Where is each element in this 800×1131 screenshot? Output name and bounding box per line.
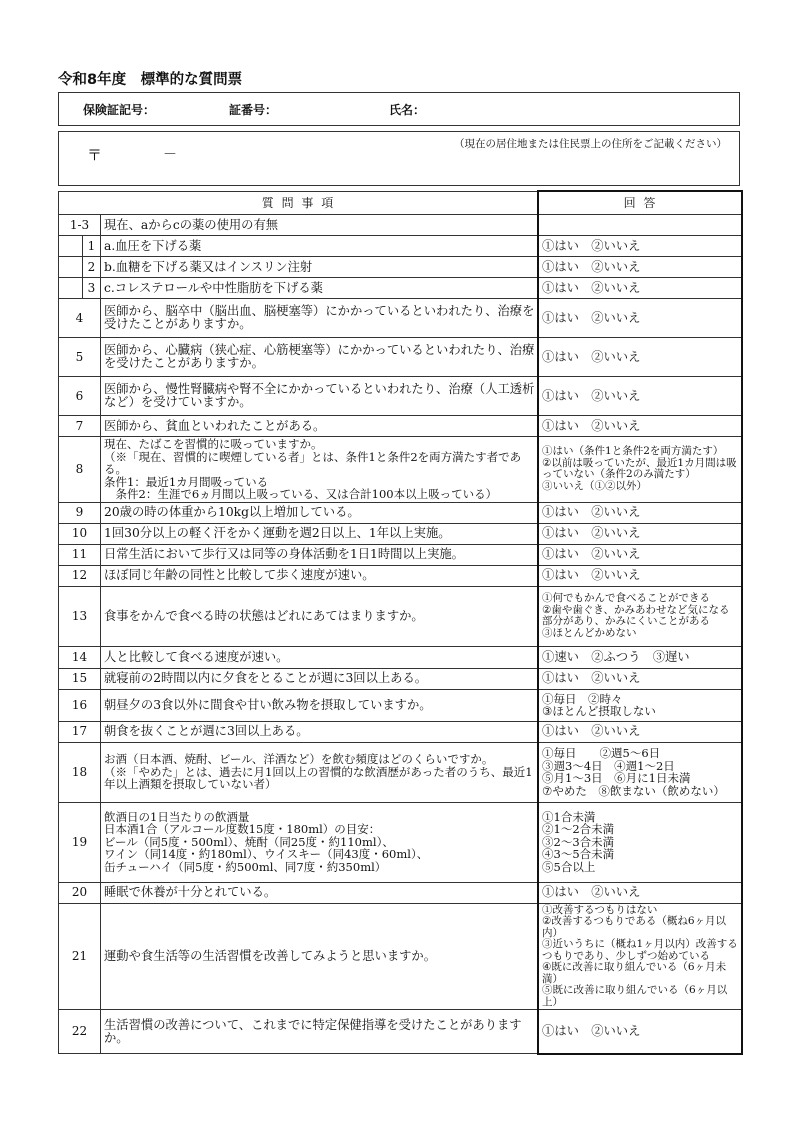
answer-options[interactable]: ①毎日 ②週5～6日 ③週3～4日 ④週1～2日 ⑤月1～3日 ⑥月に1日未満 ⑦やめた ⑧飲まない（飲めない） [539,742,743,802]
answer-options[interactable]: ①速い ②ふつう ③遅い [539,646,743,668]
question-number: 6 [59,377,101,416]
question-number: 1 [83,236,101,257]
question-number: 8 [59,437,101,503]
answer-options[interactable]: ①毎日 ②時々 ③ほとんど摂取しない [539,689,743,721]
answer-options[interactable]: ①はい ②いいえ [539,544,743,565]
question-text: 朝昼夕の3食以外に間食や甘い飲み物を摂取していますか。 [101,689,539,721]
table-row [59,802,743,882]
table-row [59,278,743,299]
question-number: 18 [59,742,101,802]
questionnaire-table [58,191,743,1054]
question-text: 飲酒日の1日当たりの飲酒量 日本酒1合（アルコール度数15度・180ml）の目安： ビール（同5度・500ml）、焼酎（同25度・約110ml）、 ワイン（同14度・約180ml）、ウイスキー（同43度・60ml）、 缶チューハイ（同5度・約500ml、同7度・約350ml） [101,802,539,882]
answer-options[interactable]: ①はい ②いいえ [539,338,743,377]
question-number: 5 [59,338,101,377]
postal-mark: 〒 [87,146,103,164]
answer-options[interactable]: ①はい ②いいえ [539,565,743,586]
answer-options[interactable]: ①はい ②いいえ [539,416,743,437]
card-number-label: 証番号： [229,103,278,117]
question-text: 日常生活において歩行又は同等の身体活動を1日1時間以上実施。 [101,544,539,565]
table-row [59,1010,743,1054]
question-text: 睡眠で休養が十分とれている。 [101,882,539,903]
question-text: 医師から、心臓病（狭心症、心筋梗塞等）にかかっているといわれたり、治療を受けたことがありますか。 [101,338,539,377]
question-number: 14 [59,646,101,668]
question-number: 20 [59,882,101,903]
question-text: a.血圧を下げる薬 [101,236,539,257]
question-text: 朝食を抜くことが週に3回以上ある。 [101,721,539,742]
table-row [59,544,743,565]
question-text: 人と比較して食べる速度が速い。 [101,646,539,668]
question-number: 16 [59,689,101,721]
table-row [59,882,743,903]
question-text: 現在、たばこを習慣的に吸っていますか。 （※「現在、習慣的に喫煙している者」とは、条件1と条件2を両方満たす者である。 条件1：最近1カ月間吸っている 条件2：生涯で6ヵ月間以上吸っている、又は合計100本以上吸っている） [101,437,539,503]
question-text: 20歳の時の体重から10kg以上増加している。 [101,502,539,523]
question-number: 3 [83,278,101,299]
table-row [59,565,743,586]
table-row [59,742,743,802]
table-row [59,236,743,257]
question-text: 運動や食生活等の生活習慣を改善してみようと思いますか。 [101,903,539,1010]
question-number: 11 [59,544,101,565]
insurance-symbol-label: 保険証記号： [83,103,156,117]
table-row [59,586,743,646]
question-number: 2 [83,257,101,278]
question-text: 医師から、慢性腎臓病や腎不全にかかっているといわれたり、治療（人工透析など）を受けていますか。 [101,377,539,416]
table-row [59,721,743,742]
page-title: 令和8年度 標準的な質問票 [58,72,243,88]
question-text: お酒（日本酒、焼酎、ビール、洋酒など）を飲む頻度はどのくらいですか。 （※「やめた」とは、過去に月1回以上の習慣的な飲酒歴があった者のうち、最近1年以上酒類を摂取していない者） [101,742,539,802]
question-number: 9 [59,502,101,523]
answer-options[interactable]: ①はい ②いいえ [539,523,743,544]
answer-options[interactable]: ①はい（条件1と条件2を両方満たす） ②以前は吸っていたが、最近1カ月間は吸っていない（条件2のみ満たす） ③いいえ（①②以外） [539,437,743,503]
question-number: 10 [59,523,101,544]
question-column-header: 質 問 事 項 [59,192,539,215]
question-text: ほぼ同じ年齢の同性と比較して歩く速度が速い。 [101,565,539,586]
answer-column-header: 回 答 [539,192,743,215]
table-row [59,257,743,278]
answer-options[interactable]: ①はい ②いいえ [539,668,743,689]
table-header-row [59,192,743,215]
table-row [59,646,743,668]
answer-options[interactable]: ①はい ②いいえ [539,721,743,742]
answer-options[interactable]: ①はい ②いいえ [539,257,743,278]
answer-options[interactable]: ①はい ②いいえ [539,1010,743,1054]
question-number: 22 [59,1010,101,1054]
question-number: 12 [59,565,101,586]
table-row [59,689,743,721]
answer-options[interactable]: ①はい ②いいえ [539,278,743,299]
address-note: （現在の居住地または住民票上の住所をご記載ください） [454,138,727,150]
table-row [59,668,743,689]
answer-options[interactable]: ①はい ②いいえ [539,882,743,903]
question-text: 現在、aからcの薬の使用の有無 [101,215,539,236]
table-row [59,299,743,338]
question-text: 食事をかんで食べる時の状態はどれにあてはまりますか。 [101,586,539,646]
question-text: 就寝前の2時間以内に夕食をとることが週に3回以上ある。 [101,668,539,689]
answer-cell [539,215,743,236]
question-number: 17 [59,721,101,742]
question-text: 医師から、貧血といわれたことがある。 [101,416,539,437]
address-box [58,131,740,186]
table-row [59,338,743,377]
answer-options[interactable]: ①はい ②いいえ [539,299,743,338]
answer-options[interactable]: ①はい ②いいえ [539,502,743,523]
answer-options[interactable]: ①はい ②いいえ [539,377,743,416]
question-number: 15 [59,668,101,689]
question-text: 1回30分以上の軽く汗をかく運動を週2日以上、1年以上実施。 [101,523,539,544]
table-row [59,502,743,523]
insurance-info-box [58,92,740,126]
question-text: 医師から、脳卒中（脳出血、脳梗塞等）にかかっているといわれたり、治療を受けたことがありますか。 [101,299,539,338]
answer-options[interactable]: ①改善するつもりはない ②改善するつもりである（概ね6ヶ月以内） ③近いうちに（概ね1ヶ月以内）改善するつもりであり、少しずつ始めている ④既に改善に取り組んでいる（6ヶ月未満） ⑤既に改善に取り組んでいる（6ヶ月以上） [539,903,743,1010]
table-row [59,416,743,437]
postal-dash: － [163,147,177,163]
table-row [59,903,743,1010]
answer-options[interactable]: ①1合未満 ②1～2合未満 ③2～3合未満 ④3～5合未満 ⑤5合以上 [539,802,743,882]
answer-options[interactable]: ①何でもかんで食べることができる ②歯や歯ぐき、かみあわせなど気になる部分があり、かみにくいことがある ③ほとんどかめない [539,586,743,646]
question-text: 生活習慣の改善について、これまでに特定保健指導を受けたことがありますか。 [101,1010,539,1054]
answer-options[interactable]: ①はい ②いいえ [539,236,743,257]
question-number: 1-3 [59,215,101,236]
question-number: 21 [59,903,101,1010]
table-row [59,377,743,416]
question-number: 4 [59,299,101,338]
table-row [59,215,743,236]
table-row [59,523,743,544]
name-label: 氏名： [389,103,426,117]
question-text: c.コレステロールや中性脂肪を下げる薬 [101,278,539,299]
question-text: b.血糖を下げる薬又はインスリン注射 [101,257,539,278]
question-number: 13 [59,586,101,646]
question-number: 19 [59,802,101,882]
question-number: 7 [59,416,101,437]
table-row [59,437,743,503]
